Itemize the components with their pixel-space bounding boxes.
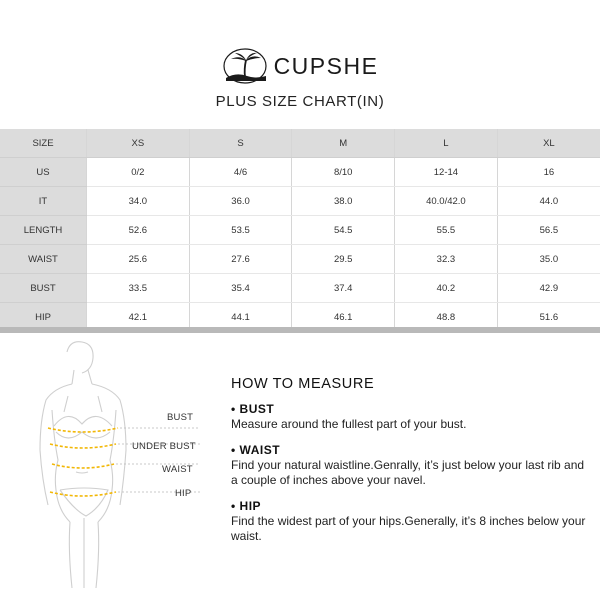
table-cell: 0/2 [87,158,190,187]
header-size-s: S [189,129,292,158]
table-cell: 55.5 [395,216,498,245]
tip-hip [231,499,591,545]
table-row [0,158,600,187]
header-size-xl: XL [497,129,600,158]
brand-name: CUPSHE [273,52,379,79]
table-cell: 35.0 [497,245,600,274]
table-cell: 25.6 [87,245,190,274]
table-header-row [0,129,600,158]
table-cell: 42.1 [87,303,190,332]
how-to-measure-title: HOW TO MEASURE [231,376,375,392]
size-chart-table [0,129,600,332]
row-label: BUST [0,274,87,303]
table-row [0,187,600,216]
table-cell: 35.4 [189,274,292,303]
label-bust: BUST [167,412,194,423]
section-divider [0,327,600,333]
table-cell: 52.6 [87,216,190,245]
table-cell: 44.1 [189,303,292,332]
tip-title: • BUST [231,402,275,416]
row-label: WAIST [0,245,87,274]
header-size-xs: XS [87,129,190,158]
tip-waist [231,443,591,489]
table-cell: 42.9 [497,274,600,303]
table-cell: 56.5 [497,216,600,245]
table-cell: 54.5 [292,216,395,245]
tip-title: • HIP [231,498,262,513]
palm-tree-island-icon [222,47,268,85]
table-cell: 38.0 [292,187,395,216]
header-size-l: L [395,129,498,158]
row-label: HIP [0,303,87,332]
tip-text: Find the widest part of your hips.Generally, it’s 8 inches below your waist. [231,513,586,543]
brand-logo [0,44,600,88]
label-hip: HIP [175,488,192,499]
row-label: LENGTH [0,216,87,245]
table-cell: 40.2 [395,274,498,303]
label-under-bust: UNDER BUST [132,441,196,452]
table-cell: 33.5 [87,274,190,303]
table-cell: 36.0 [189,187,292,216]
header-size-label: SIZE [0,129,87,158]
table-cell: 16 [497,158,600,187]
tip-text: Measure around the fullest part of your bust. [231,417,467,431]
tip-title: • WAIST [231,442,281,457]
table-row [0,216,600,245]
table-row [0,245,600,274]
table-cell: 37.4 [292,274,395,303]
table-cell: 32.3 [395,245,498,274]
table-row [0,274,600,303]
label-waist: WAIST [162,464,193,475]
row-label: IT [0,187,87,216]
table-cell: 27.6 [189,245,292,274]
how-to-measure-section [231,376,591,555]
table-cell: 34.0 [87,187,190,216]
table-cell: 4/6 [189,158,292,187]
header-size-m: M [292,129,395,158]
table-cell: 29.5 [292,245,395,274]
page-title: PLUS SIZE CHART(IN) [215,93,385,110]
table-cell: 48.8 [395,303,498,332]
table-cell: 8/10 [292,158,395,187]
tip-text: Find your natural waistline.Genrally, it’s just below your last rib and a couple of inches above your navel. [231,457,585,487]
table-cell: 53.5 [189,216,292,245]
tip-bust [231,402,591,433]
table-cell: 40.0/42.0 [395,187,498,216]
table-cell: 51.6 [497,303,600,332]
table-cell: 46.1 [292,303,395,332]
row-label: US [0,158,87,187]
table-cell: 12-14 [395,158,498,187]
table-cell: 44.0 [497,187,600,216]
